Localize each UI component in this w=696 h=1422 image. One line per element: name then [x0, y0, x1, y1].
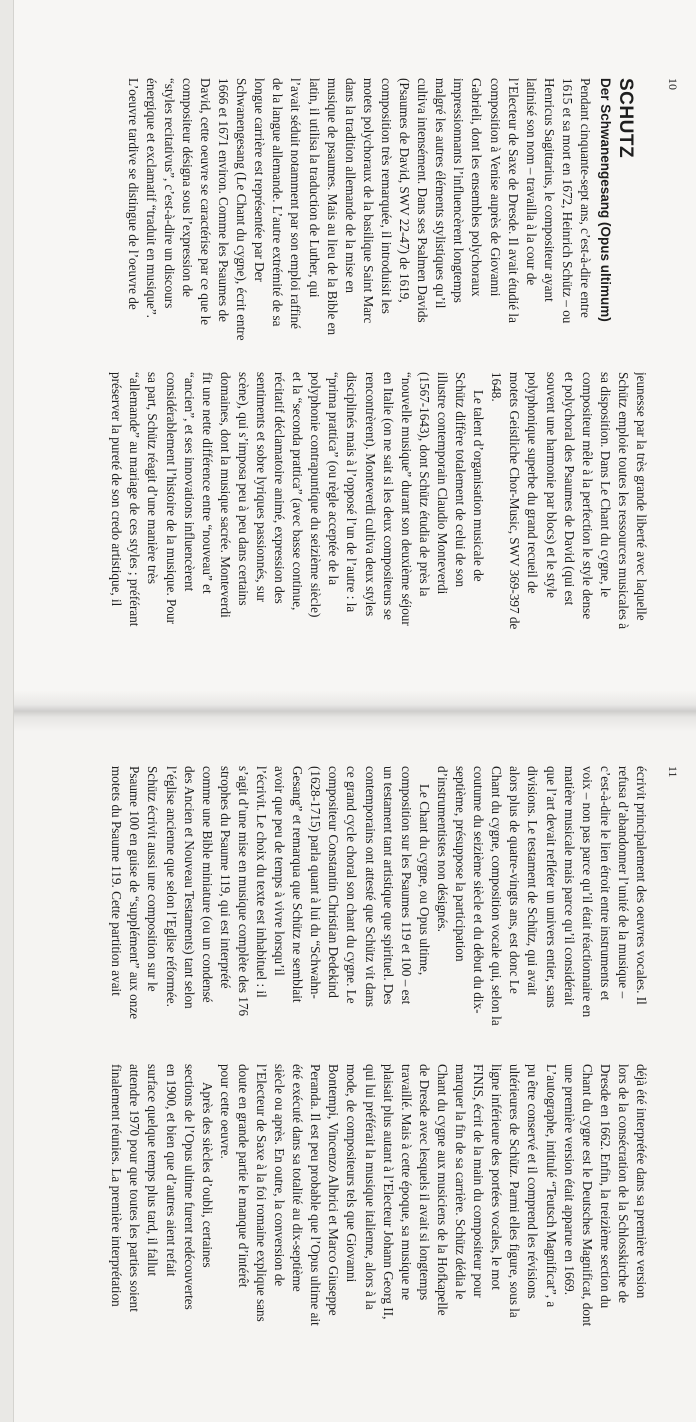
text-line: (Psaumes de David, SWV 22-47) de 1619, [397, 78, 413, 303]
text-line: divisions. Le testament de Schütz, qui avait [525, 766, 541, 996]
text-line: (1628-1715) parla quant à lui du “Schwahn- [308, 766, 324, 999]
text-line: souvent une harmonie par blocs) et le style [543, 372, 559, 598]
text-line: L’autographe, intitulé “Teutsch Magnificat”, a [543, 1064, 559, 1308]
text-line: écrivit principalement des oeuvres vocales. Il [634, 766, 649, 1005]
text-line: jeunesse par la très grande liberté avec laquelle [634, 372, 649, 621]
text-line: ultérieures de Schütz. Parmi elles figure, sous la [507, 1064, 523, 1318]
text-line: siècle ou après. En outre, la conversion de [272, 1064, 288, 1287]
text-line: de Dresde avec lesquels il avait si longtemps [416, 1064, 432, 1301]
text-line: qui lui préférait la musique italienne, alors à la [362, 1064, 378, 1310]
text-line: une première version était apparue en 1669. [561, 1064, 577, 1296]
text-line: “allemande” au mariage de ces styles ; préférant [127, 372, 143, 627]
text-line: récitatif déclamatoire animé, expression des [272, 372, 288, 604]
text-line: un testament tant artistique que spirituel. Des [380, 766, 396, 1005]
text-line: 1666 et 1671 environ. Comme les Psaumes de [216, 78, 232, 322]
text-line: disciplinés mais à l’opposé l’un de l’autre : la [344, 372, 360, 613]
text-line: matière musicale mais parce qu’il considérait [561, 766, 577, 1006]
left-column-2 [107, 372, 650, 647]
text-line: Gabrieli, dont les ensembles polychoraux [469, 78, 485, 297]
text-line: Peranda. Il est peu probable que l’Opus ultime ait [308, 1064, 324, 1326]
text-line: Chant du cygne aux musiciens de la Hofkapelle [434, 1064, 450, 1316]
page-edge [0, 0, 14, 1422]
text-line: Schütz écrivit aussi une composition sur le [145, 766, 161, 992]
text-line: compositeur désigna sous l’expression de [179, 78, 195, 298]
text-line: surface quelque temps plus tard, il fallut [145, 1064, 161, 1277]
text-line: cultiva intensément. Dans ses Psalmen Davids [415, 78, 431, 323]
text-line: “nouvelle musique” durant son deuxième séjour [398, 372, 414, 626]
right-column-1 [107, 766, 650, 1044]
text-line: déjà été interprétée dans sa première version [634, 1064, 649, 1299]
text-line: “ancien”, et ses innovations influencèrent [181, 372, 197, 592]
text-line: énergique et exclamatif “traduit en musique”. [143, 78, 159, 318]
text-line: plaisait plus autant à l’Electeur Johann Georg II, [380, 1064, 396, 1320]
text-line: composition sur les Psaumes 119 et 100 – est [398, 766, 414, 1005]
text-line: domaines, dont la musique sacrée. Monteverdi [217, 372, 233, 618]
text-line: voix – non pas parce qu’il était réactionnaire en [579, 766, 595, 1018]
text-line: été exécuté dans sa totalité au dix-septième [290, 1064, 306, 1292]
text-line: polyphonie contrapuntique du seizième siècle) [308, 372, 324, 618]
text-line: septième, présuppose la participation [453, 766, 469, 962]
text-line: avoir que peu de temps à vivre lorsqu’il [272, 766, 288, 976]
text-line: Henricus Sagittarius, le compositeur ayant [541, 78, 557, 302]
text-line: en 1900, et bien que d’autres aient refait [163, 1064, 179, 1277]
composer-name: SCHUTZ [615, 78, 636, 159]
text-line: impressionnants l’influencèrent longtemps [451, 78, 467, 303]
text-line: ligne inférieure des portées vocales, le mot [489, 1064, 505, 1290]
text-line: coutume du seizième siècle et du début du dix- [471, 766, 487, 1014]
text-line: polyphonique superbe du grand recueil de [525, 372, 541, 594]
text-line: “styles recitativus”, c’est-à-dire un discours [161, 78, 177, 309]
text-line: FINIS, écrit de la main du compositeur pour [471, 1064, 487, 1298]
text-line: 1648. [489, 372, 505, 402]
text-line: Le talent d’organisation musicale de [471, 390, 487, 582]
text-line: l’avait séduit notamment par son emploi raffiné [288, 78, 304, 329]
text-line: l’Electeur de Saxe à la foi romaine explique sans [254, 1064, 270, 1322]
text-line: malgré les autres éléments stylistiques qu’il [433, 78, 449, 309]
text-line: finalement réunies. La première interprétation [109, 1064, 125, 1307]
text-line: mode, de compositeurs tels que Giovanni [344, 1064, 360, 1283]
text-line: motets Geistliche Chor-Music, SWV 369-397 de [507, 372, 523, 630]
text-line: sections de l’Opus ultime furent redécouvertes [181, 1064, 197, 1310]
text-line: ce grand cycle choral son chant du cygne. Le [344, 766, 360, 1004]
text-line: motets polychoraux de la basilique Saint Marc [360, 78, 376, 324]
right-column-2 [107, 1064, 650, 1339]
text-line: refusa d’abandonner l’unité de la musique – [615, 766, 631, 999]
text-line: compositeur mêle à la perfection le style dense [579, 372, 595, 620]
text-line: Schwanengesang (Le Chant du cygne), écrit entre [234, 78, 250, 341]
text-line: composition à Venise auprès de Giovanni [487, 78, 503, 297]
text-line: comme une Bible miniature (ou un condensé [199, 766, 215, 1003]
text-line: Bontempi, Vincenzo Albrici et Marco Giuseppe [326, 1064, 342, 1316]
text-line: Schütz diffère totalement de celui de son [453, 372, 469, 588]
text-line: et la “seconda prattica” (avec basse continue, [290, 372, 306, 611]
text-line: travaillé. Mais à cette époque, sa musique ne [398, 1064, 414, 1301]
text-line: Pendant cinquante-sept ans, c’est-à-dire entre [578, 78, 593, 318]
text-line: que l’art devait refléter un univers entier, sans [543, 766, 559, 1008]
text-line: l’église ancienne que selon l’Eglise réformée. [163, 766, 179, 1007]
text-line: et polychoral des Psaumes de David (qui est [561, 372, 577, 606]
text-line: marquer la fin de sa carrière. Schütz dédia le [453, 1064, 469, 1300]
work-title: Der Schwanengesang (Opus ultimum) [598, 78, 613, 322]
text-line: “prima prattica” (ou règle acceptée de la [326, 372, 342, 586]
text-line: compositeur Constantin Christian Dedekind [326, 766, 342, 998]
text-line: Après des siècles d’oubli, certaines [199, 1082, 215, 1268]
page-number-right: 11 [666, 766, 680, 778]
text-line: strophes du Psaume 119, qui est interprété [217, 766, 233, 989]
text-line: Le Chant du cygne, ou Opus ultime, [416, 784, 432, 976]
text-line: rencontrèrent). Monteverdi cultiva deux styles [362, 372, 378, 617]
text-line: contemporains ont attesté que Schütz vit dans [362, 766, 378, 1007]
text-line: c’est-à-dire le lien étroit entre instruments et [597, 766, 613, 1001]
text-line: David, cette oeuvre se caractérise par ce que le [198, 78, 214, 326]
text-line: s’agit d’une mise en musique complète des 176 [235, 766, 251, 1017]
text-line: (1567-1643), dont Schütz étudia de près la [416, 372, 432, 597]
text-line: Psaume 100 en guise de “supplément” aux onze [127, 766, 143, 1020]
text-line: Chant du cygne est le Deutsches Magnificat, dont [579, 1064, 595, 1327]
text-line: Chant du cygne, composition vocale qui, selon la [489, 766, 505, 1026]
left-column-1 [124, 78, 594, 350]
text-line: pu être conservé et il comprend les révisions [525, 1064, 541, 1299]
text-line: des Ancien et Nouveau Testaments) tant selon [181, 766, 197, 1009]
text-line: scène), qui s’imposa peu à peu dans certains [235, 372, 251, 606]
text-line: illustre contemporain Claudio Monteverdi [434, 372, 450, 595]
text-line: sa disposition. Dans Le Chant du cygne, le [597, 372, 613, 598]
text-line: Schütz emploie toutes les ressources musicales à [615, 372, 631, 630]
text-line: pour cette oeuvre. [217, 1064, 233, 1159]
text-line: lors de la consécration de la Schlosskirche de [615, 1064, 631, 1304]
text-line: composition très remarquée, il introduisit les [378, 78, 394, 314]
text-line: sa part, Schütz réagit d’une manière très [145, 372, 161, 585]
text-line: fit une nette différence entre “nouveau” et [199, 372, 215, 594]
text-line: attendre 1970 pour que toutes les parties soient [127, 1064, 143, 1312]
right-page [0, 711, 696, 1422]
text-line: doute en grande partie le manque d’intérêt [235, 1064, 251, 1288]
page-number-left: 10 [666, 78, 680, 90]
text-line: 1615 et sa mort en 1672, Heinrich Schütz – ou [559, 78, 575, 324]
text-line: l’écrivit. Le choix du texte est inhabituel : il [254, 766, 270, 998]
text-line: longue carrière est représentée par Der [252, 78, 268, 282]
text-line: considérablement l’histoire de la musique. Pour [163, 372, 179, 624]
text-line: de la langue allemande. L’autre extrémité de sa [270, 78, 286, 327]
text-line: préserver la pureté de son credo artistique, il [109, 372, 125, 607]
text-line: sentiments et sobre lyriques passionnés, sur [254, 372, 270, 603]
text-line: Gesang” et remarqua que Schütz ne semblait [290, 766, 306, 1003]
text-line: L’oeuvre tardive se distingue de l’oeuvre de [125, 78, 141, 310]
text-line: d’instrumentistes non désignés. [434, 766, 450, 932]
text-line: musique de psaumes. Mais au lieu de la Bible en [324, 78, 340, 336]
book-gutter-shadow [0, 690, 696, 732]
text-line: l’Electeur de Saxe de Dresde. Il avait étudié la [505, 78, 521, 323]
text-line: en Italie (on ne sait si les deux compositeurs se [380, 372, 396, 620]
text-line: Dresde en 1662. Enfin, la treizième section du [597, 1064, 613, 1309]
text-line: latinisé son nom – travailla à la cour de [523, 78, 539, 286]
text-line: motets du Psaume 119. Cette partition avait [109, 766, 125, 996]
text-line: dans la tradition allemande de la mise en [342, 78, 358, 293]
text-line: alors plus de quatre-vingts ans, est donc Le [507, 766, 523, 994]
text-line: latin, il utilisa la traduction de Luther, qui [306, 78, 322, 298]
